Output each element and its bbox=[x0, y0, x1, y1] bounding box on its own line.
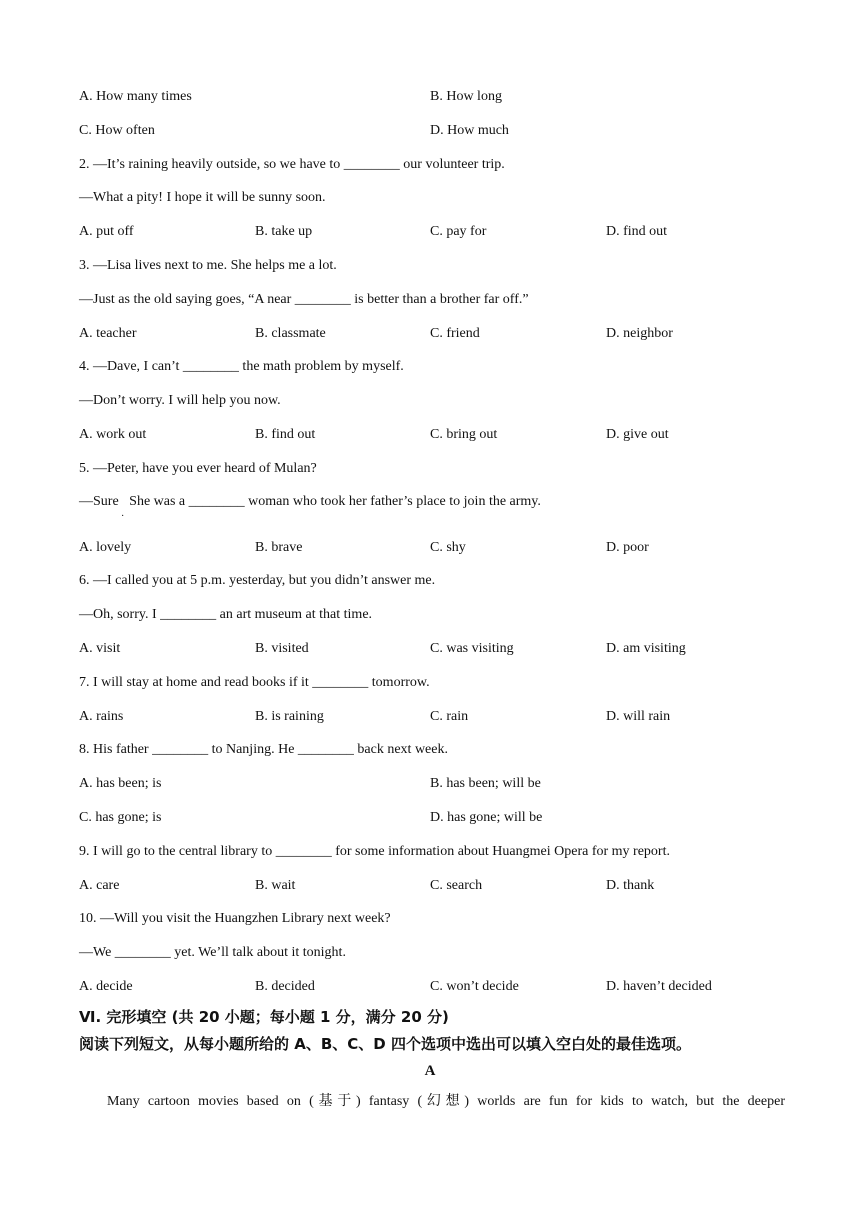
q10-stem: 10. —Will you visit the Huangzhen Library next week? bbox=[79, 911, 391, 926]
q2-option-d: D. find out bbox=[606, 224, 668, 239]
q10-option-a: A. decide bbox=[79, 979, 133, 994]
q8-stem: 8. His father ________ to Nanjing. He ________ back next week. bbox=[79, 742, 448, 757]
q7-stem: 7. I will stay at home and read books if it ________ tomorrow. bbox=[79, 675, 430, 690]
q2-stem: 2. —It’s raining heavily outside, so we have to ________ our volunteer trip. bbox=[79, 157, 505, 172]
q4-option-a: A. work out bbox=[79, 427, 147, 442]
q7-option-c: C. rain bbox=[430, 709, 469, 724]
q1-option-c: C. How often bbox=[79, 123, 155, 138]
q6-options bbox=[0, 640, 860, 658]
q7-option-a: A. rains bbox=[79, 709, 124, 724]
q10-option-d: D. haven’t decided bbox=[606, 979, 712, 994]
q5-stem: 5. —Peter, have you ever heard of Mulan? bbox=[79, 461, 317, 476]
section-instruction: 阅读下列短文，从每小题所给的 A、B、C、D 四个选项中选出可以填入空白处的最佳选项。 bbox=[79, 1035, 691, 1053]
q4-option-b: B. find out bbox=[255, 427, 316, 442]
q5-stray-mark: · bbox=[121, 511, 125, 522]
q9-stem: 9. I will go to the central library to ________ for some information about Huangmei Opera for my report. bbox=[79, 844, 670, 859]
q3-option-a: A. teacher bbox=[79, 326, 137, 341]
q1-options-row-1 bbox=[0, 88, 860, 106]
q8-option-b: B. has been; will be bbox=[430, 776, 541, 791]
q5-option-c: C. shy bbox=[430, 540, 466, 555]
q6-stem: 6. —I called you at 5 p.m. yesterday, but you didn’t answer me. bbox=[79, 573, 436, 588]
q8-option-a: A. has been; is bbox=[79, 776, 162, 791]
q2-option-b: B. take up bbox=[255, 224, 313, 239]
q8-option-d: D. has gone; will be bbox=[430, 810, 543, 825]
q1-option-a: A. How many times bbox=[79, 89, 192, 104]
q5-option-a: A. lovely bbox=[79, 540, 132, 555]
q5-option-d: D. poor bbox=[606, 540, 649, 555]
q3-option-b: B. classmate bbox=[255, 326, 326, 341]
q7-option-b: B. is raining bbox=[255, 709, 324, 724]
q1-option-d: D. How much bbox=[430, 123, 509, 138]
q10-option-c: C. won’t decide bbox=[430, 979, 519, 994]
q10-options bbox=[0, 978, 860, 996]
q6-option-c: C. was visiting bbox=[430, 641, 514, 656]
q3-stem: 3. —Lisa lives next to me. She helps me a lot. bbox=[79, 258, 337, 273]
q10-option-b: B. decided bbox=[255, 979, 315, 994]
q5-reply: —Sure She was a ________ woman who took her father’s place to join the army. bbox=[79, 494, 541, 509]
q3-option-c: C. friend bbox=[430, 326, 480, 341]
q9-option-d: D. thank bbox=[606, 878, 655, 893]
q6-option-d: D. am visiting bbox=[606, 641, 686, 656]
q1-option-b: B. How long bbox=[430, 89, 502, 104]
section-heading: Ⅵ. 完形填空 (共 20 小题；每小题 1 分，满分 20 分) bbox=[79, 1008, 449, 1026]
passage-first-line: Many cartoon movies based on (基于) fantasy (幻想) worlds are fun for kids to watch, but the deeper bbox=[107, 1094, 785, 1109]
q3-options bbox=[0, 325, 860, 343]
q6-option-a: A. visit bbox=[79, 641, 121, 656]
q9-option-a: A. care bbox=[79, 878, 120, 893]
q9-option-b: B. wait bbox=[255, 878, 296, 893]
q8-options-row-1 bbox=[0, 775, 860, 793]
q4-options bbox=[0, 426, 860, 444]
q1-options-row-2 bbox=[0, 122, 860, 140]
q8-option-c: C. has gone; is bbox=[79, 810, 162, 825]
q2-option-c: C. pay for bbox=[430, 224, 487, 239]
q2-options bbox=[0, 223, 860, 241]
q4-reply: —Don’t worry. I will help you now. bbox=[79, 393, 281, 408]
q9-options bbox=[0, 877, 860, 895]
q6-option-b: B. visited bbox=[255, 641, 309, 656]
q10-reply: —We ________ yet. We’ll talk about it tonight. bbox=[79, 945, 346, 960]
q5-option-b: B. brave bbox=[255, 540, 303, 555]
q4-stem: 4. —Dave, I can’t ________ the math problem by myself. bbox=[79, 359, 404, 374]
q3-option-d: D. neighbor bbox=[606, 326, 673, 341]
q2-reply: —What a pity! I hope it will be sunny soon. bbox=[79, 190, 326, 205]
q9-option-c: C. search bbox=[430, 878, 483, 893]
q3-reply: —Just as the old saying goes, “A near ________ is better than a brother far off.” bbox=[79, 292, 529, 307]
q4-option-d: D. give out bbox=[606, 427, 669, 442]
q8-options-row-2 bbox=[0, 809, 860, 827]
passage-label: A bbox=[424, 1063, 436, 1079]
q7-option-d: D. will rain bbox=[606, 709, 671, 724]
q7-options bbox=[0, 708, 860, 726]
q4-option-c: C. bring out bbox=[430, 427, 498, 442]
q5-options bbox=[0, 539, 860, 557]
q6-reply: —Oh, sorry. I ________ an art museum at that time. bbox=[79, 607, 373, 622]
q2-option-a: A. put off bbox=[79, 224, 134, 239]
